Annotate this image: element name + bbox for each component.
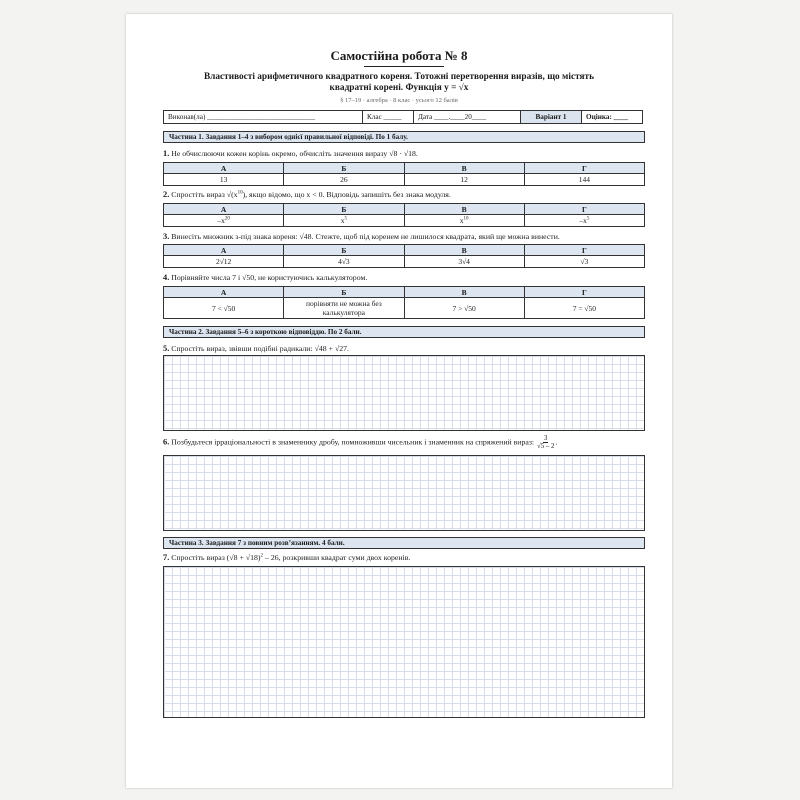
col-b-header: Б	[284, 204, 404, 215]
answer-option-d[interactable]: √3	[524, 256, 644, 268]
col-d-header: Г	[524, 245, 644, 256]
task-7-answer-grid[interactable]	[163, 566, 645, 718]
worksheet-page	[126, 14, 672, 788]
task-4-answers	[163, 286, 645, 319]
task-6-fraction: $\frac{3}{√5 - 2}$	[537, 435, 555, 450]
task-4-text: 4. Порівняйте числа 7 і √50, не користуючись калькулятором.	[163, 273, 368, 282]
task-6-answer-grid[interactable]	[163, 455, 645, 531]
answer-option-c[interactable]: 7 > √50	[404, 298, 524, 319]
col-c-header: В	[404, 287, 524, 298]
task-2-answers	[163, 203, 645, 227]
col-d-header: Г	[524, 287, 644, 298]
task-1-answers	[163, 162, 645, 186]
col-c-header: В	[404, 204, 524, 215]
task-3-text: 3. Винесіть множник з-під знака кореня: √48. Стежте, щоб під коренем не лишилося квадрата, який ще можна винести.	[163, 232, 560, 241]
answer-option-d[interactable]: 7 = √50	[524, 298, 644, 319]
name-field[interactable]: Виконав(ла) ______________________________	[163, 110, 363, 124]
part2-heading: Частина 2. Завдання 5–6 з короткою відповіддю. По 2 бали.	[163, 326, 645, 338]
answer-option-a[interactable]: 13	[164, 174, 284, 186]
task-2-text: 2. Спростіть вираз $√(x^{10})$, якщо відомо, що x < 0. Відповідь запишіть без знака модуля.	[163, 190, 451, 199]
class-field[interactable]: Клас _____	[362, 110, 414, 124]
answer-option-a[interactable]: 7 < √50	[164, 298, 284, 319]
answer-option-b[interactable]: порівняти не можна без калькулятора	[284, 298, 404, 319]
task-5-answer-grid[interactable]	[163, 355, 645, 431]
date-field[interactable]: Дата ____.____20____	[413, 110, 521, 124]
answer-option-d[interactable]: $-x^5$	[524, 215, 644, 227]
col-a-header: А	[164, 204, 284, 215]
variant-badge: Варіант 1	[520, 110, 582, 124]
col-b-header: Б	[284, 163, 404, 174]
answer-option-a[interactable]: $-x^{20}$	[164, 215, 284, 227]
task-7-text: 7. Спростіть вираз $(√8 + √18)^2 - 26$, розкривши квадрат суми двох коренів.	[163, 553, 411, 562]
task-5-text: 5. Спростіть вираз, звівши подібні радикали: √48 + √27.	[163, 344, 349, 353]
part3-heading: Частина 3. Завдання 7 з повним розв’язанням. 4 бали.	[163, 537, 645, 549]
subtitle-line-1: Властивості арифметичного квадратного кореня. Тотожні перетворення виразів, що містять	[203, 72, 595, 82]
col-a-header: А	[164, 163, 284, 174]
answer-option-c[interactable]: $x^{10}$	[404, 215, 524, 227]
answer-option-c[interactable]: 3√4	[404, 256, 524, 268]
page-subtitle	[146, 72, 652, 94]
part1-heading: Частина 1. Завдання 1–4 з вибором однієї правильної відповіді. По 1 балу.	[163, 131, 645, 143]
task-6-text: 6. Позбудьтеся ірраціональності в знаменнику дробу, помноживши чисельник і знаменник на спряжений вираз: $\frac{3}{√5 - 2}$ .	[163, 435, 558, 450]
answer-option-d[interactable]: 144	[524, 174, 644, 186]
title-underline	[364, 66, 444, 67]
answer-option-c[interactable]: 12	[404, 174, 524, 186]
answer-option-a[interactable]: 2√12	[164, 256, 284, 268]
answer-option-b[interactable]: 4√3	[284, 256, 404, 268]
col-c-header: В	[404, 245, 524, 256]
col-d-header: Г	[524, 204, 644, 215]
col-c-header: В	[404, 163, 524, 174]
col-a-header: А	[164, 287, 284, 298]
task-1-text: 1. Не обчислюючи кожен корінь окремо, обчисліть значення виразу √8 · √18.	[163, 149, 418, 158]
page-title: Самостійна робота № 8	[330, 48, 468, 63]
answer-option-b[interactable]: $x^5$	[284, 215, 404, 227]
page-meta: § 17–19 · алгебра · 8 клас · усього 12 балів	[340, 97, 458, 104]
task-3-answers	[163, 244, 645, 268]
answer-option-b[interactable]: 26	[284, 174, 404, 186]
student-info-row	[163, 110, 645, 124]
col-a-header: А	[164, 245, 284, 256]
col-b-header: Б	[284, 287, 404, 298]
subtitle-line-2: квадратні корені. Функція y = √x	[329, 83, 469, 93]
col-b-header: Б	[284, 245, 404, 256]
grade-field[interactable]: Оцінка: ____	[581, 110, 643, 124]
col-d-header: Г	[524, 163, 644, 174]
